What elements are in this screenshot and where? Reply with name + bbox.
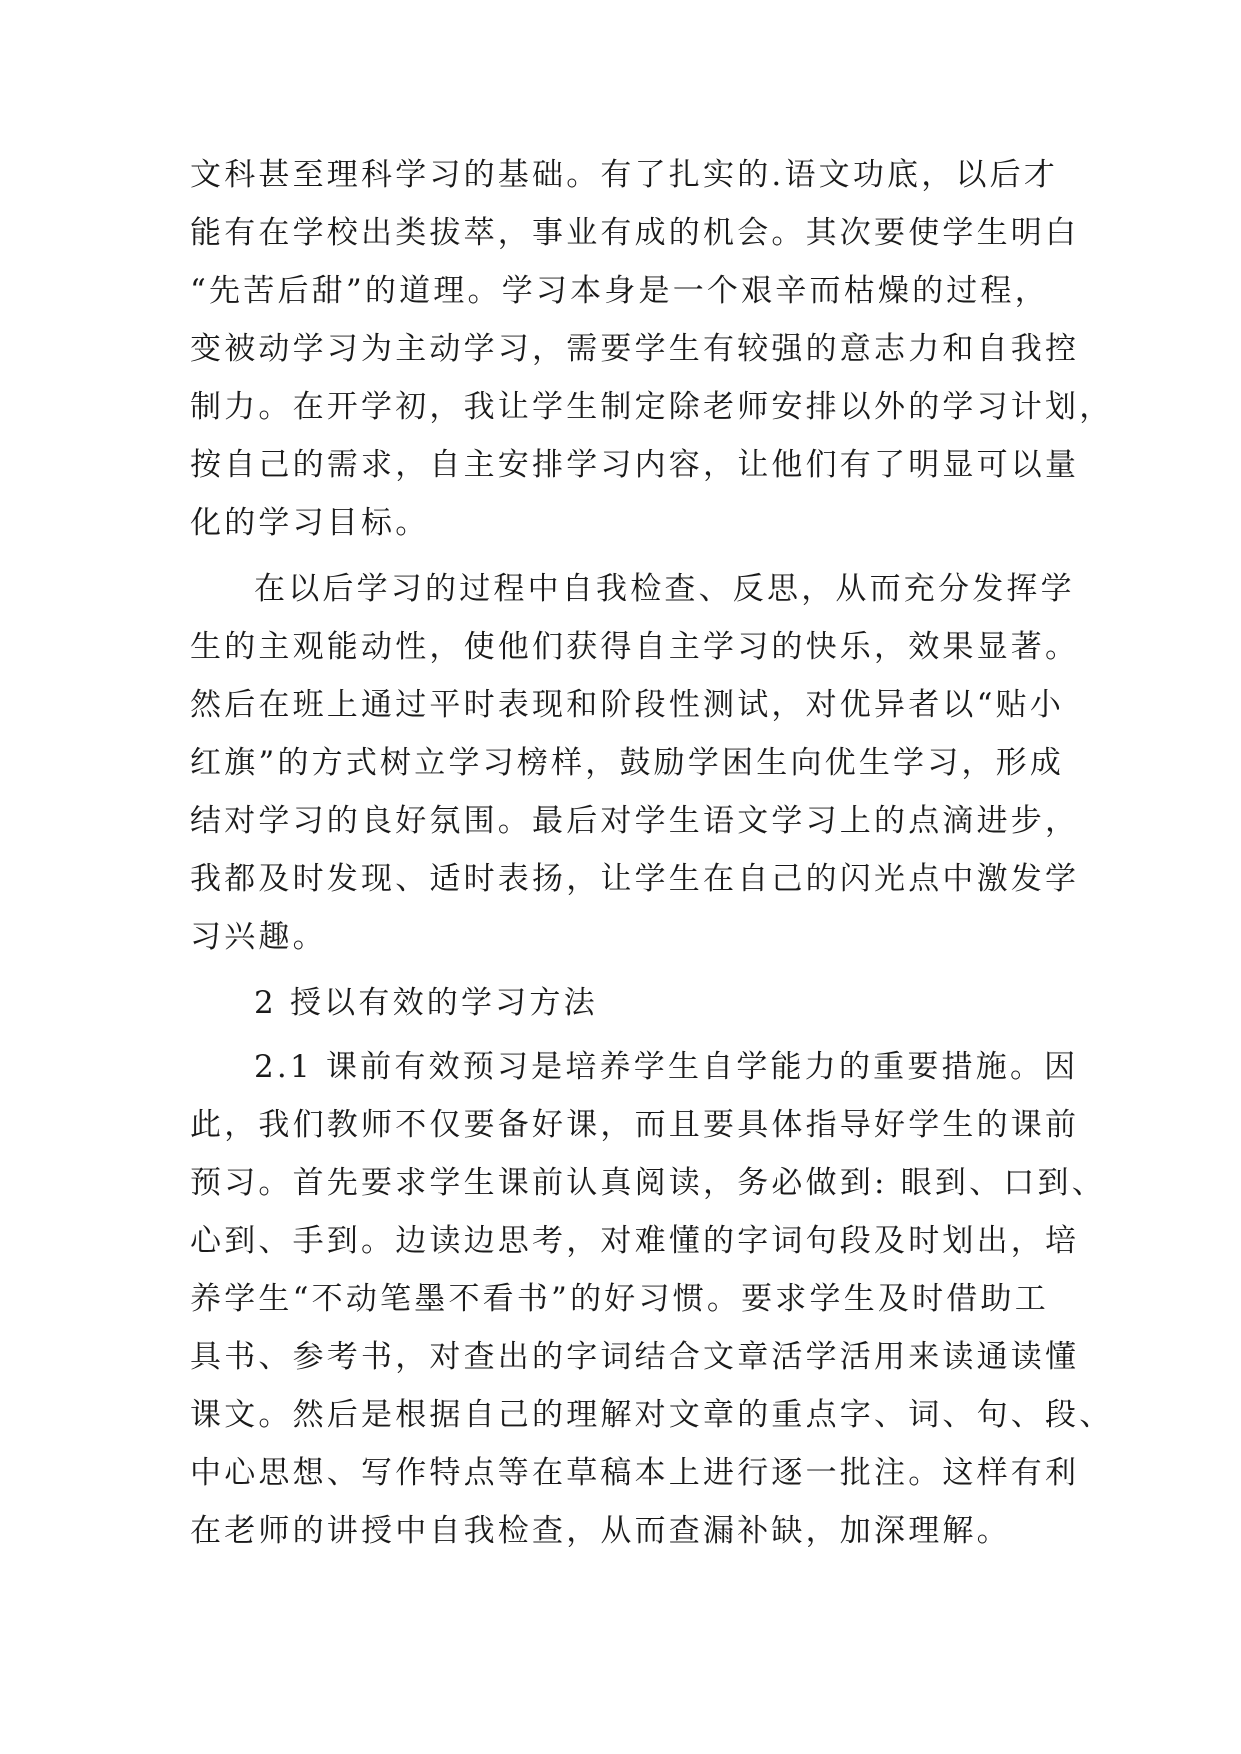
text-line: 按自己的需求，自主安排学习内容，让他们有了明显可以量 xyxy=(190,447,1080,483)
text-line: 然后在班上通过平时表现和阶段性测试，对优异者以“贴小 xyxy=(190,687,1065,723)
text-line: 化的学习目标。 xyxy=(190,505,430,541)
text-line: 预习。首先要求学生课前认真阅读，务必做到: 眼到、口到、 xyxy=(190,1165,1106,1201)
text-line: “先苦后甜”的道理。学习本身是一个艰辛而枯燥的过程， xyxy=(190,273,1049,309)
paragraph-first-line: 2.1 课前有效预习是培养学生自学能力的重要措施。因 xyxy=(254,1049,1079,1085)
text-line: 课文。然后是根据自己的理解对文章的重点字、词、句、段、 xyxy=(190,1397,1114,1433)
text-line: 在老师的讲授中自我检查，从而查漏补缺，加深理解。 xyxy=(190,1513,1011,1549)
text-line: 生的主观能动性，使他们获得自主学习的快乐，效果显著。 xyxy=(190,629,1080,665)
text-line: 我都及时发现、适时表扬，让学生在自己的闪光点中激发学 xyxy=(190,861,1080,897)
text-line: 具书、参考书，对查出的字词结合文章活学活用来读通读懂 xyxy=(190,1339,1080,1375)
text-line: 制力。在开学初，我让学生制定除老师安排以外的学习计划， xyxy=(190,389,1114,425)
text-line: 红旗”的方式树立学习榜样，鼓励学困生向优生学习，形成 xyxy=(190,745,1065,781)
text-line: 心到、手到。边读边思考，对难懂的字词句段及时划出，培 xyxy=(190,1223,1080,1259)
section-heading: 2 授以有效的学习方法 xyxy=(254,985,598,1021)
text-line: 中心思想、写作特点等在草稿本上进行逐一批注。这样有利 xyxy=(190,1455,1080,1491)
text-line: 变被动学习为主动学习，需要学生有较强的意志力和自我控 xyxy=(190,331,1080,367)
text-line: 此，我们教师不仅要备好课，而且要具体指导好学生的课前 xyxy=(190,1107,1080,1143)
paragraph-first-line: 在以后学习的过程中自我检查、反思，从而充分发挥学 xyxy=(254,571,1075,607)
text-line: 习兴趣。 xyxy=(190,919,327,955)
text-line: 能有在学校出类拔萃，事业有成的机会。其次要使学生明白 xyxy=(190,215,1080,251)
text-line: 养学生“不动笔墨不看书”的好习惯。要求学生及时借助工 xyxy=(190,1281,1049,1317)
text-line: 文科甚至理科学习的基础。有了扎实的.语文功底，以后才 xyxy=(190,157,1059,193)
text-line: 结对学习的良好氛围。最后对学生语文学习上的点滴进步， xyxy=(190,803,1080,839)
